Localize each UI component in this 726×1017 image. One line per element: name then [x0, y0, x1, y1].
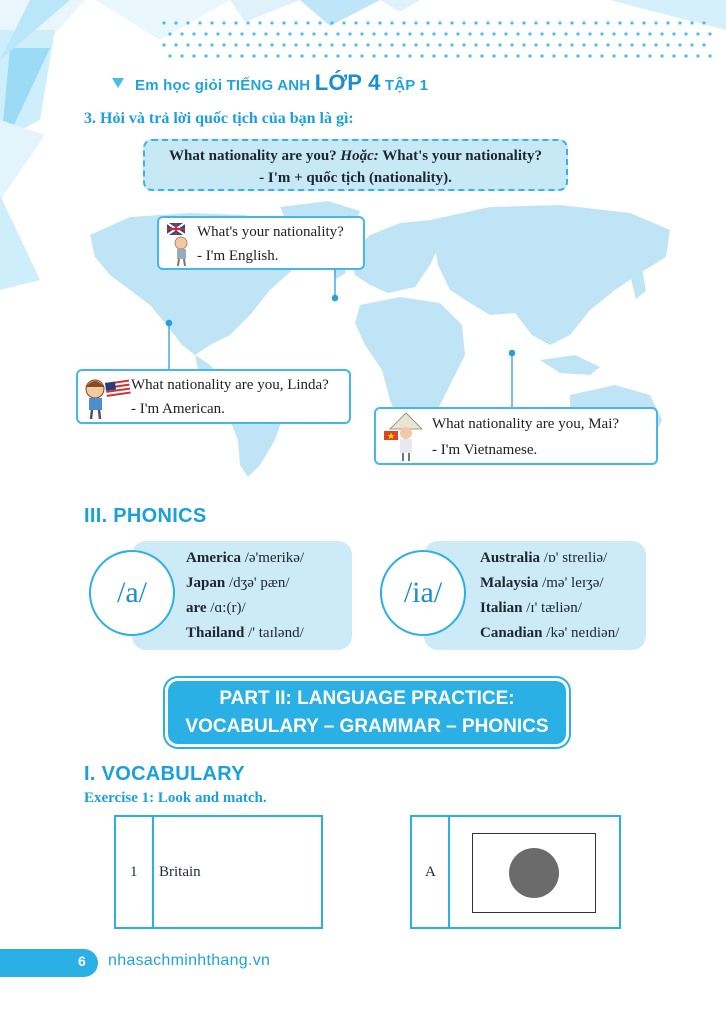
decor-dot	[660, 32, 663, 35]
decor-dot	[168, 32, 171, 35]
decor-dot	[324, 32, 327, 35]
decor-dot	[510, 21, 513, 24]
decor-dot	[492, 54, 495, 57]
decor-dot	[642, 21, 645, 24]
decor-dot	[360, 32, 363, 35]
row-word: Britain	[159, 864, 201, 880]
phonics-word: Australia /ɒ' streɪliə/	[480, 550, 608, 566]
decor-dot	[192, 54, 195, 57]
decor-dot	[492, 32, 495, 35]
decor-dot	[672, 32, 675, 35]
decor-dot	[576, 54, 579, 57]
decor-dot	[576, 32, 579, 35]
decor-dot	[306, 21, 309, 24]
decor-dot	[654, 43, 657, 46]
boy-with-us-flag-icon	[81, 375, 131, 421]
decor-dot	[588, 32, 591, 35]
decor-dot	[612, 54, 615, 57]
decor-dot	[510, 43, 513, 46]
decor-dot	[234, 21, 237, 24]
decor-dot	[204, 54, 207, 57]
decor-dot	[546, 43, 549, 46]
decor-dot	[462, 21, 465, 24]
decor-dot	[396, 54, 399, 57]
phonics-heading: III. PHONICS	[84, 505, 207, 527]
decor-dot	[696, 54, 699, 57]
decor-dot	[426, 21, 429, 24]
phonics-symbol-ia: /ia/	[380, 550, 466, 636]
japan-flag-icon	[472, 833, 596, 913]
decor-dot	[282, 21, 285, 24]
decor-dot	[282, 43, 285, 46]
decor-dot	[312, 54, 315, 57]
decor-dot	[624, 54, 627, 57]
decor-dot	[624, 32, 627, 35]
decor-dot	[516, 54, 519, 57]
decor-dot	[564, 32, 567, 35]
decor-dot	[336, 32, 339, 35]
decor-dot	[300, 32, 303, 35]
phonics-word: Malaysia /mə' leɪʒə/	[480, 575, 604, 591]
decor-dot	[528, 54, 531, 57]
decor-dot	[390, 21, 393, 24]
decor-dot	[684, 32, 687, 35]
series-title	[135, 70, 428, 96]
decor-dot	[648, 32, 651, 35]
dialogue-bubble-american	[76, 369, 351, 424]
decor-dot	[630, 21, 633, 24]
girl-with-vietnam-flag-icon	[384, 411, 432, 463]
decor-dot	[672, 54, 675, 57]
decor-dot	[534, 21, 537, 24]
row-number: 1	[130, 864, 138, 880]
decor-dot	[444, 32, 447, 35]
decor-dot	[498, 43, 501, 46]
decor-dot	[666, 21, 669, 24]
vocabulary-heading: I. VOCABULARY	[84, 763, 245, 785]
section-title: 3. Hỏi và trả lời quốc tịch của bạn là gì:	[84, 110, 354, 127]
decor-dot	[666, 43, 669, 46]
decor-dot	[540, 32, 543, 35]
decor-dot	[378, 43, 381, 46]
decor-dot	[468, 32, 471, 35]
decor-dot	[288, 32, 291, 35]
decor-dot	[264, 32, 267, 35]
decor-dot	[390, 43, 393, 46]
decor-dot	[486, 43, 489, 46]
decor-dot	[582, 43, 585, 46]
decor-dot	[384, 32, 387, 35]
decor-dot	[648, 54, 651, 57]
decor-dot	[240, 32, 243, 35]
boy-with-uk-flag-icon	[165, 221, 195, 267]
decor-dot	[372, 54, 375, 57]
decor-dot	[690, 43, 693, 46]
decor-dot	[618, 43, 621, 46]
decor-dot	[480, 54, 483, 57]
dialogue-answer: - I'm Vietnamese.	[432, 442, 538, 458]
decor-dot	[258, 43, 261, 46]
decor-dot	[276, 32, 279, 35]
match-table-right	[410, 815, 621, 929]
decor-dot	[456, 32, 459, 35]
decor-dot	[594, 43, 597, 46]
decor-dot	[444, 54, 447, 57]
dialogue-question: What nationality are you, Mai?	[432, 416, 620, 432]
decor-dot	[594, 21, 597, 24]
site-url[interactable]: nhasachminhthang.vn	[108, 952, 271, 969]
decor-dot	[474, 43, 477, 46]
decor-dot	[252, 32, 255, 35]
decor-dot	[582, 21, 585, 24]
row-letter: A	[425, 864, 436, 880]
decor-dot	[504, 54, 507, 57]
phonics-word: are /ɑ:(r)/	[186, 600, 246, 616]
decor-dot	[342, 21, 345, 24]
decor-dot	[462, 43, 465, 46]
decor-dot	[474, 21, 477, 24]
pattern-question: What nationality are you? Hoặc: What's your nationality?	[169, 148, 542, 164]
phonics-word: Japan /dʒə' pæn/	[186, 575, 290, 591]
decor-dot	[372, 32, 375, 35]
decor-dot	[312, 32, 315, 35]
decor-dot	[366, 21, 369, 24]
decor-dot	[270, 21, 273, 24]
decor-dot	[228, 54, 231, 57]
decor-dot	[504, 32, 507, 35]
dotted-band-decoration	[160, 18, 720, 62]
decor-dot	[528, 32, 531, 35]
phonics-word: Italian /ɪ' tæliən/	[480, 600, 582, 616]
decor-dot	[690, 21, 693, 24]
decor-dot	[414, 43, 417, 46]
decor-dot	[498, 21, 501, 24]
decor-dot	[420, 54, 423, 57]
decor-dot	[588, 54, 591, 57]
phonics-word: America /ə'merikə/	[186, 550, 305, 566]
decor-dot	[294, 43, 297, 46]
decor-dot	[450, 43, 453, 46]
decor-dot	[216, 54, 219, 57]
page-number: 6	[78, 953, 86, 969]
decor-dot	[354, 43, 357, 46]
decor-dot	[378, 21, 381, 24]
decor-dot	[438, 21, 441, 24]
decor-dot	[408, 54, 411, 57]
decor-dot	[258, 21, 261, 24]
decor-dot	[486, 21, 489, 24]
decor-dot	[564, 54, 567, 57]
dialogue-answer: - I'm American.	[131, 401, 225, 417]
decor-dot	[180, 32, 183, 35]
decor-dot	[546, 21, 549, 24]
decor-dot	[276, 54, 279, 57]
decor-dot	[210, 43, 213, 46]
decor-dot	[552, 54, 555, 57]
pattern-answer: - I'm + quốc tịch (nationality).	[259, 170, 452, 186]
decor-dot	[168, 54, 171, 57]
decor-dot	[570, 43, 573, 46]
decor-dot	[240, 54, 243, 57]
decor-dot	[318, 43, 321, 46]
decor-dot	[636, 32, 639, 35]
dialogue-bubble-vietnamese	[374, 407, 658, 465]
decor-dot	[432, 54, 435, 57]
decor-dot	[252, 54, 255, 57]
decor-dot	[612, 32, 615, 35]
decor-dot	[606, 21, 609, 24]
phonics-words-ia	[480, 546, 619, 646]
decor-dot	[522, 21, 525, 24]
decor-dot	[708, 54, 711, 57]
part2-line2: VOCABULARY – GRAMMAR – PHONICS	[185, 716, 549, 737]
decor-dot	[198, 21, 201, 24]
decor-dot	[348, 54, 351, 57]
decor-dot	[216, 32, 219, 35]
decor-dot	[450, 21, 453, 24]
decor-dot	[228, 32, 231, 35]
series-grade: LỚP 4	[314, 70, 381, 95]
series-suffix: TẬP 1	[380, 77, 429, 94]
decor-dot	[192, 32, 195, 35]
decor-dot	[186, 43, 189, 46]
decor-dot	[186, 21, 189, 24]
dialogue-answer: - I'm English.	[197, 248, 279, 264]
decor-dot	[384, 54, 387, 57]
decor-dot	[702, 43, 705, 46]
decor-dot	[516, 32, 519, 35]
decor-dot	[636, 54, 639, 57]
decor-dot	[336, 54, 339, 57]
decor-dot	[222, 21, 225, 24]
decor-dot	[552, 32, 555, 35]
decor-dot	[420, 32, 423, 35]
decor-dot	[654, 21, 657, 24]
decor-dot	[264, 54, 267, 57]
decor-dot	[324, 54, 327, 57]
decor-dot	[642, 43, 645, 46]
decor-dot	[432, 32, 435, 35]
exercise-title: Exercise 1: Look and match.	[84, 790, 267, 806]
decor-dot	[294, 21, 297, 24]
decor-dot	[696, 32, 699, 35]
decor-dot	[570, 21, 573, 24]
decor-dot	[318, 21, 321, 24]
decor-dot	[708, 32, 711, 35]
decor-dot	[600, 32, 603, 35]
decor-dot	[618, 21, 621, 24]
phonics-word: Canadian /kə' neɪdiən/	[480, 625, 620, 641]
decor-dot	[414, 21, 417, 24]
decor-dot	[162, 21, 165, 24]
decor-dot	[246, 43, 249, 46]
series-prefix: Em học giỏi TIẾNG ANH	[135, 77, 315, 94]
decor-dot	[606, 43, 609, 46]
decor-dot	[402, 21, 405, 24]
decor-dot	[678, 43, 681, 46]
dialogue-question: What's your nationality?	[197, 224, 344, 240]
decor-dot	[162, 43, 165, 46]
decor-dot	[630, 43, 633, 46]
part2-line1: PART II: LANGUAGE PRACTICE:	[219, 688, 515, 709]
decor-dot	[300, 54, 303, 57]
decor-dot	[234, 43, 237, 46]
decor-dot	[342, 43, 345, 46]
decor-dot	[438, 43, 441, 46]
phonics-word: Thailand /' taɪlənd/	[186, 625, 304, 641]
decor-dot	[204, 32, 207, 35]
decor-dot	[348, 32, 351, 35]
decor-dot	[684, 54, 687, 57]
decor-dot	[558, 21, 561, 24]
decor-dot	[270, 43, 273, 46]
decor-dot	[360, 54, 363, 57]
decor-dot	[210, 21, 213, 24]
decor-dot	[354, 21, 357, 24]
decor-dot	[540, 54, 543, 57]
dialogue-question: What nationality are you, Linda?	[131, 377, 329, 393]
decor-dot	[600, 54, 603, 57]
decor-dot	[522, 43, 525, 46]
decor-dot	[198, 43, 201, 46]
decor-dot	[366, 43, 369, 46]
decor-dot	[396, 32, 399, 35]
decor-dot	[480, 32, 483, 35]
decor-dot	[468, 54, 471, 57]
decor-dot	[678, 21, 681, 24]
decor-dot	[288, 54, 291, 57]
decor-dot	[660, 54, 663, 57]
dialogue-bubble-english	[157, 216, 365, 270]
decor-dot	[534, 43, 537, 46]
decor-dot	[174, 43, 177, 46]
decor-dot	[558, 43, 561, 46]
decor-dot	[402, 43, 405, 46]
decor-dot	[330, 43, 333, 46]
decor-dot	[222, 43, 225, 46]
decor-dot	[408, 32, 411, 35]
part2-banner	[168, 681, 566, 744]
decor-dot	[306, 43, 309, 46]
phonics-words-a	[186, 546, 304, 646]
decor-dot	[180, 54, 183, 57]
decor-dot	[702, 21, 705, 24]
phonics-symbol-a: /a/	[89, 550, 175, 636]
decor-dot	[456, 54, 459, 57]
pattern-box	[143, 139, 568, 191]
match-table-left	[114, 815, 323, 929]
decor-dot	[174, 21, 177, 24]
decor-dot	[246, 21, 249, 24]
decor-dot	[426, 43, 429, 46]
decor-dot	[330, 21, 333, 24]
